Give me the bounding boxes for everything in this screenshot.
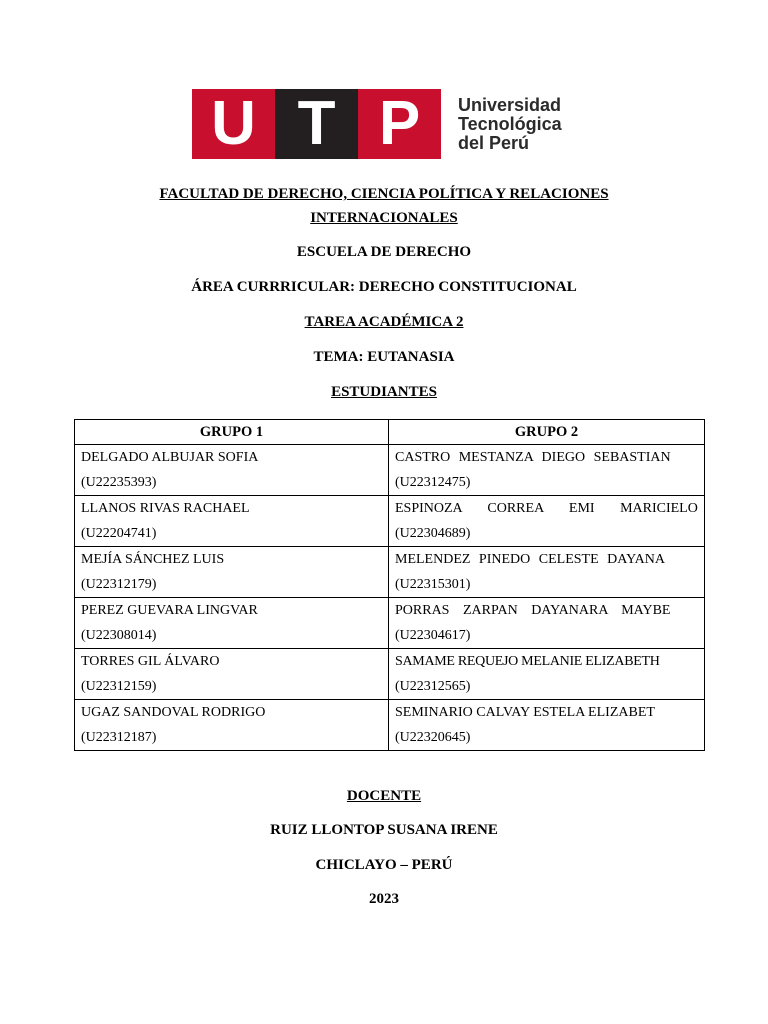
student-name: DELGADO ALBUJAR SOFIA [81, 450, 259, 465]
student-name: SAMAME REQUEJO MELANIE ELIZABETH [395, 654, 660, 669]
column-header-group2: GRUPO 2 [389, 420, 705, 445]
student-code: (U22308014) [81, 628, 157, 643]
school-title: ESCUELA DE DERECHO [296, 244, 472, 260]
faculty-title-line1: FACULTAD DE DERECHO, CIENCIA POLÍTICA Y RELACIONES [159, 186, 609, 202]
student-code: (U22312179) [81, 577, 157, 592]
student-code: (U22312475) [395, 475, 471, 490]
logo-name-line: Universidad [458, 95, 562, 115]
group2-cell [389, 496, 705, 547]
logo-name-line: Tecnológica [458, 114, 562, 134]
logo-letter-t: T [275, 89, 358, 159]
teacher-name: RUIZ LLONTOP SUSANA IRENE [270, 822, 498, 838]
student-name: CASTRO MESTANZA DIEGO SEBASTIAN [395, 450, 671, 465]
logo-university-name [458, 96, 562, 153]
area-title: ÁREA CURRRICULAR: DERECHO CONSTITUCIONAL [191, 279, 577, 295]
table-row [75, 649, 705, 700]
student-code: (U22235393) [81, 475, 157, 490]
column-header-group1: GRUPO 1 [75, 420, 389, 445]
student-name: ESPINOZA CORREA EMI MARICIELO [395, 501, 698, 516]
table-row [75, 445, 705, 496]
table-row [75, 700, 705, 751]
group1-cell [75, 496, 389, 547]
group2-cell [389, 649, 705, 700]
student-name: PORRAS ZARPAN DAYANARA MAYBE [395, 603, 671, 618]
student-code: (U22304689) [395, 526, 471, 541]
group2-cell [389, 445, 705, 496]
student-name: LLANOS RIVAS RACHAEL [81, 501, 250, 516]
group1-cell [75, 598, 389, 649]
student-code: (U22320645) [395, 730, 471, 745]
faculty-title-line2: INTERNACIONALES [310, 210, 458, 226]
logo-letter-u: U [192, 89, 275, 159]
group2-cell [389, 598, 705, 649]
student-code: (U22304617) [395, 628, 471, 643]
student-code: (U22312187) [81, 730, 157, 745]
group1-cell [75, 445, 389, 496]
table-row [75, 496, 705, 547]
student-code: (U22315301) [395, 577, 471, 592]
group1-cell [75, 547, 389, 598]
students-heading: ESTUDIANTES [331, 384, 437, 400]
topic-title: TEMA: EUTANASIA [313, 349, 455, 365]
student-code: (U22312159) [81, 679, 157, 694]
students-table [74, 419, 705, 751]
year: 2023 [369, 891, 399, 907]
logo-letter-p: P [358, 89, 441, 159]
student-name: UGAZ SANDOVAL RODRIGO [81, 705, 266, 720]
student-code: (U22204741) [81, 526, 157, 541]
table-row [75, 598, 705, 649]
student-name: SEMINARIO CALVAY ESTELA ELIZABET [395, 705, 655, 720]
logo-name-line: del Perú [458, 133, 530, 153]
student-name: PEREZ GUEVARA LINGVAR [81, 603, 258, 618]
table-header-row [75, 420, 705, 445]
table-row [75, 547, 705, 598]
group1-cell [75, 649, 389, 700]
assignment-title: TAREA ACADÉMICA 2 [304, 314, 464, 330]
group2-cell [389, 700, 705, 751]
student-code: (U22312565) [395, 679, 471, 694]
teacher-heading: DOCENTE [346, 788, 422, 804]
group2-cell [389, 547, 705, 598]
student-name: MEJÍA SÁNCHEZ LUIS [81, 552, 225, 567]
utp-logo [192, 89, 441, 159]
student-name: MELENDEZ PINEDO CELESTE DAYANA [395, 552, 665, 567]
location: CHICLAYO – PERÚ [315, 857, 453, 873]
student-name: TORRES GIL ÁLVARO [81, 654, 220, 669]
group1-cell [75, 700, 389, 751]
